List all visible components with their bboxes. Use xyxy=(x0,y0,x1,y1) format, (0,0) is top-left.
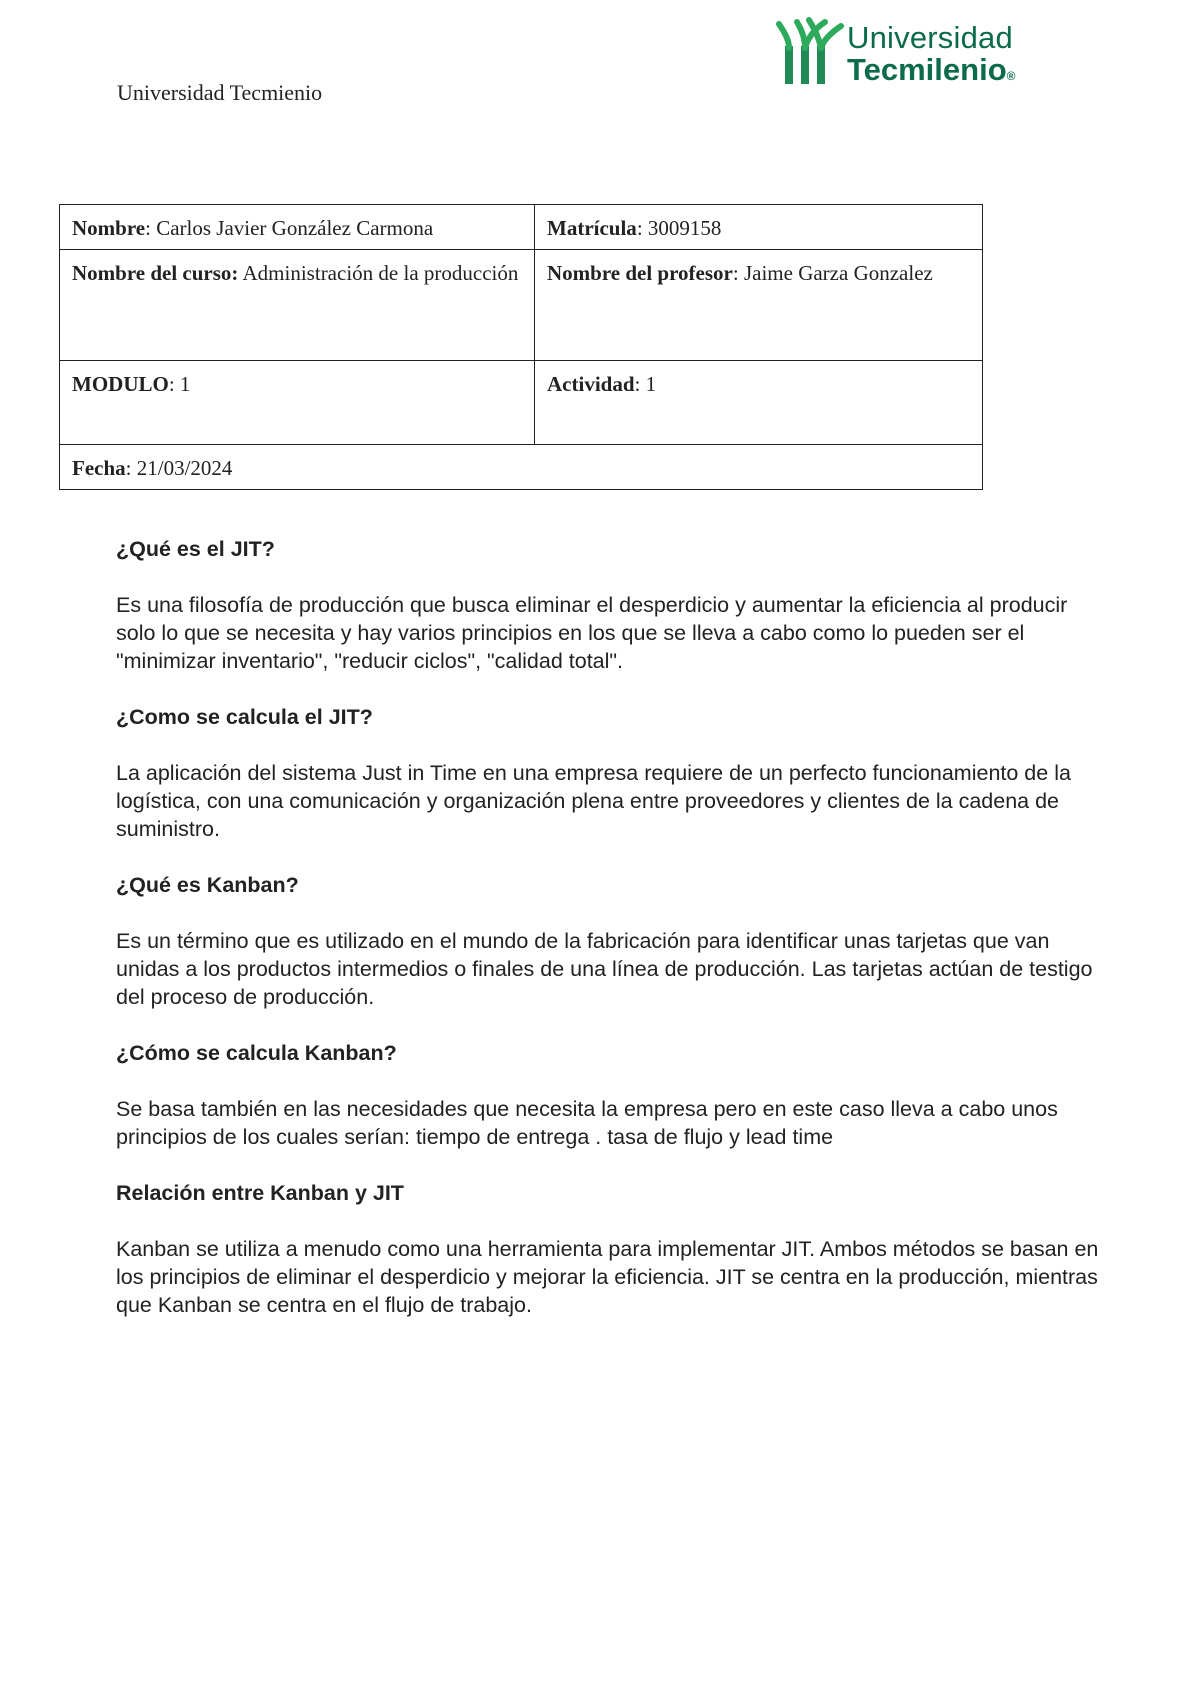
modulo-cell xyxy=(60,361,535,445)
profesor-label: Nombre del profesor xyxy=(547,261,733,285)
modulo-label: MODULO xyxy=(72,372,169,396)
institution-header-text: Universidad Tecmienio xyxy=(117,80,323,105)
table-row xyxy=(60,250,983,361)
question-heading: ¿Como se calcula el JIT? xyxy=(116,705,373,729)
question-heading: Relación entre Kanban y JIT xyxy=(116,1181,404,1205)
document-body xyxy=(116,535,1106,1347)
question-heading: ¿Qué es Kanban? xyxy=(116,873,299,897)
matricula-value: : 3009158 xyxy=(636,216,722,240)
curso-label: Nombre del curso: xyxy=(72,261,239,285)
question-heading: ¿Cómo se calcula Kanban? xyxy=(116,1041,397,1065)
tecmilenio-logo xyxy=(775,16,1025,90)
registered-mark: ® xyxy=(1006,69,1016,83)
table-row xyxy=(60,205,983,250)
logo-text-universidad: Universidad xyxy=(847,20,1013,55)
modulo-value: : 1 xyxy=(168,372,191,396)
actividad-label: Actividad xyxy=(547,372,635,396)
table-row xyxy=(60,361,983,445)
nombre-cell xyxy=(60,205,535,250)
nombre-label: Nombre xyxy=(72,216,146,240)
answer-paragraph: Es un término que es utilizado en el mundo de la fabricación para identificar unas tarjetas que van unidas a los productos intermedios o finales de una línea de producción. Las tarjetas actúan de testigo del proceso de producción. xyxy=(116,929,1093,1009)
question-heading: ¿Qué es el JIT? xyxy=(116,537,275,561)
logo-text-tecmilenio xyxy=(847,52,1015,88)
table-row xyxy=(60,445,983,490)
matricula-cell xyxy=(535,205,983,250)
answer-paragraph: La aplicación del sistema Just in Time en una empresa requiere de un perfecto funcionamiento de la logística, con una comunicación y organización plena entre proveedores y clientes de la cadena de suministro. xyxy=(116,761,1071,841)
profesor-cell xyxy=(535,250,983,361)
fecha-value: : 21/03/2024 xyxy=(125,456,233,480)
fecha-label: Fecha xyxy=(72,456,126,480)
answer-paragraph: Se basa también en las necesidades que necesita la empresa pero en este caso lleva a cabo unos principios de los cuales serían: tiempo de entrega . tasa de flujo y lead time xyxy=(116,1097,1058,1149)
logo-brand-name: Tecmilenio xyxy=(847,52,1007,87)
matricula-label: Matrícula xyxy=(547,216,637,240)
profesor-value: : Jaime Garza Gonzalez xyxy=(732,261,933,285)
nombre-value: : Carlos Javier González Carmona xyxy=(145,216,434,240)
student-info-table xyxy=(59,204,983,490)
curso-cell xyxy=(60,250,535,361)
actividad-cell xyxy=(535,361,983,445)
curso-value: Administración de la producción xyxy=(238,261,519,285)
actividad-value: : 1 xyxy=(634,372,657,396)
tecmilenio-logo-icon xyxy=(775,16,845,86)
answer-paragraph: Es una filosofía de producción que busca eliminar el desperdicio y aumentar la eficiencia al producir solo lo que se necesita y hay varios principios en los que se lleva a cabo como lo pueden ser el "minimizar inventario", "reducir ciclos", "calidad total". xyxy=(116,593,1068,673)
fecha-cell xyxy=(60,445,983,490)
answer-paragraph: Kanban se utiliza a menudo como una herramienta para implementar JIT. Ambos métodos se basan en los principios de eliminar el desperdicio y mejorar la eficiencia. JIT se centra en la producción, mientras que Kanban se centra en el flujo de trabajo. xyxy=(116,1237,1099,1317)
